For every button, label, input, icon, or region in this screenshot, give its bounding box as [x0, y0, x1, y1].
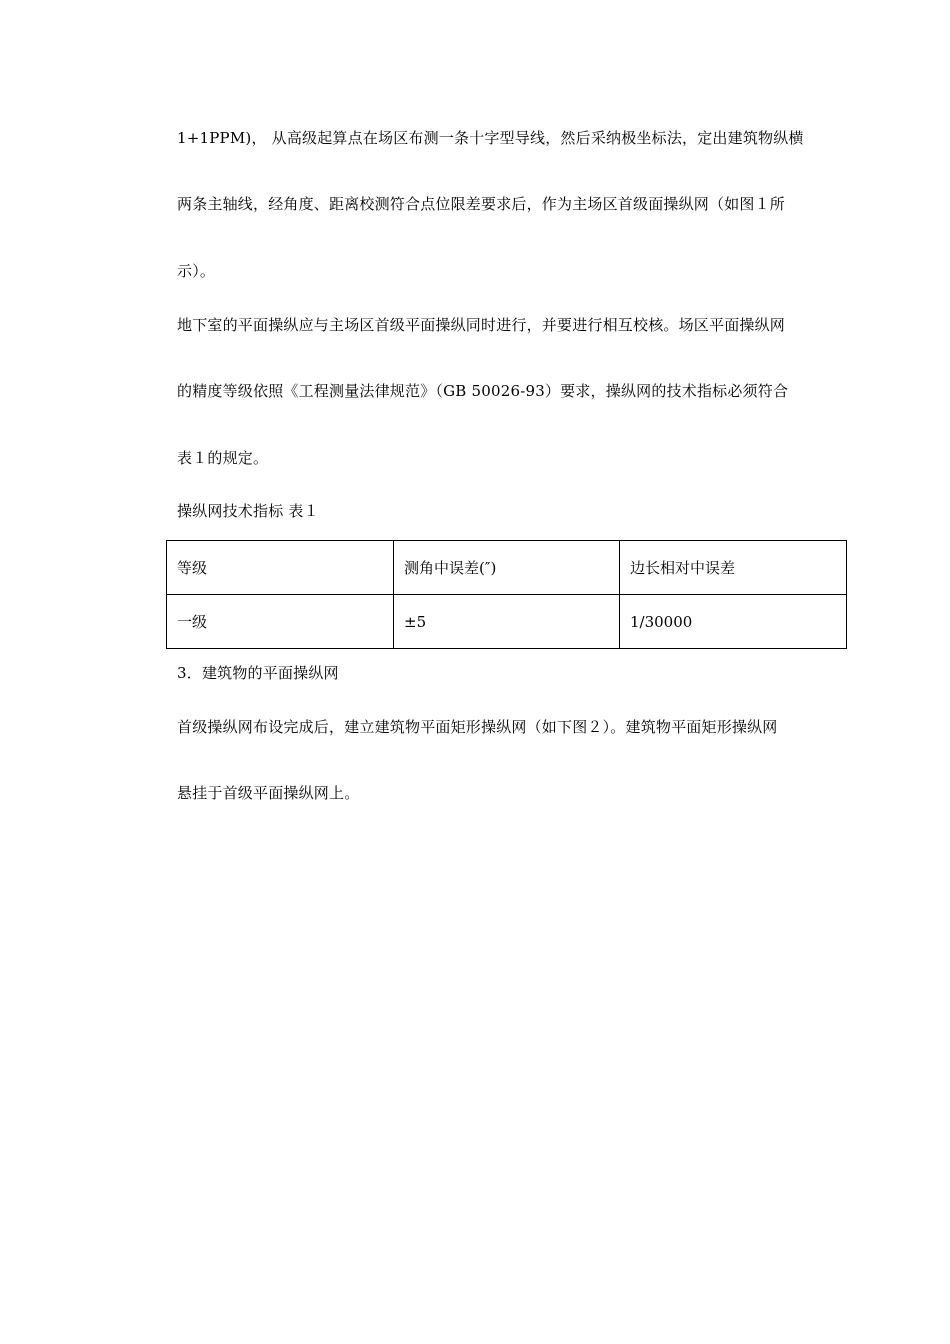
table-cell: 一级 [167, 595, 394, 649]
paragraph-1-line-1: 1+1PPM)， 从高级起算点在场区布测一条十字型导线，然后采纳极坐标法，定出建筑物纵横 [177, 129, 804, 147]
table-header-cell: 边长相对中误差 [620, 541, 847, 595]
table-header-row [167, 541, 847, 595]
paragraph-1-line-2: 两条主轴线，经角度、距离校测符合点位限差要求后，作为主场区首级面操纵网（如图１所 [177, 195, 786, 213]
section-heading: 3．建筑物的平面操纵网 [177, 664, 339, 682]
table-header-cell: 等级 [167, 541, 394, 595]
table-row [167, 595, 847, 649]
paragraph-2-line-1: 地下室的平面操纵应与主场区首级平面操纵同时进行，并要进行相互校核。场区平面操纵网 [177, 316, 786, 334]
table-header-cell: 测角中误差(″) [394, 541, 620, 595]
tech-index-table [166, 540, 847, 649]
paragraph-1-line-3: 示）。 [177, 262, 216, 280]
table-cell: 1/30000 [620, 595, 847, 649]
table-cell: ±5 [394, 595, 620, 649]
paragraph-3-line-1: 首级操纵网布设完成后，建立建筑物平面矩形操纵网（如下图２）。建筑物平面矩形操纵网 [177, 718, 778, 736]
paragraph-3-line-2: 悬挂于首级平面操纵网上。 [177, 784, 360, 802]
paragraph-2-line-3: 表１的规定。 [177, 449, 269, 467]
paragraph-2-line-2: 的精度等级依照《工程测量法律规范》（GB 50026-93）要求，操纵网的技术指标必须符合 [177, 382, 789, 400]
table-caption: 操纵网技术指标 表１ [177, 502, 319, 520]
